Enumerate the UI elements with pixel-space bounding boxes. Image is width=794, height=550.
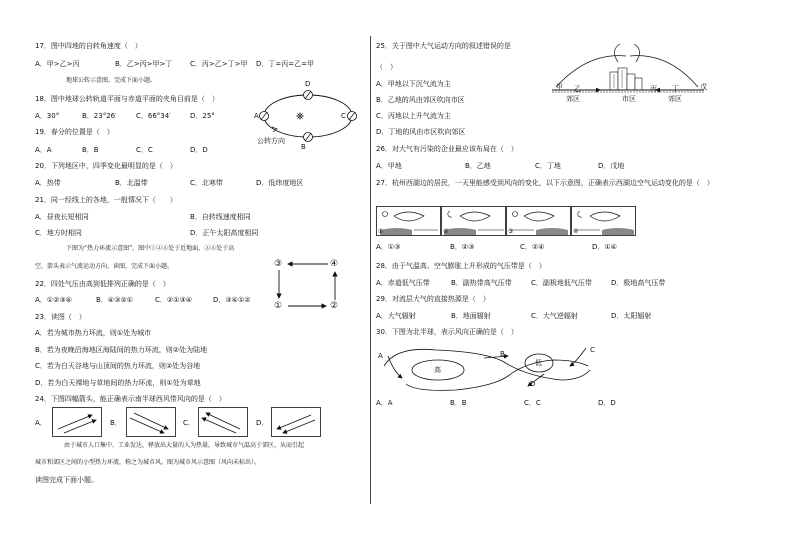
q26-stem: 26．对大气有污染的企业最应该布局在（ ） bbox=[376, 145, 518, 153]
lake-panel-4 bbox=[572, 207, 636, 236]
city-wind-diagram bbox=[548, 42, 708, 102]
lake-panel-1 bbox=[377, 207, 441, 236]
city-wind-intro-1: 由于城市人口集中、工业发达，释放出大量的人为热量，导致城市气温高于郊区，从而引起 bbox=[64, 442, 305, 449]
q27-stem: 27．杭州西湖边的居民，一天里能感受到风向的变化，以下示意图，正确表示西湖边空气运动变化的是（ ） bbox=[376, 179, 714, 187]
city-label-suburb-right: 郊区 bbox=[668, 95, 682, 103]
high-pressure-label: 高 bbox=[434, 366, 441, 374]
q29-option-a: A．大气辐射 bbox=[376, 312, 416, 320]
orbit-label-d: D bbox=[305, 80, 311, 88]
q19-option-d: D．D bbox=[190, 146, 208, 154]
city-buildings bbox=[610, 68, 642, 90]
orbit-intro: 地球公转示意图，完成下面小题。 bbox=[66, 77, 157, 84]
q21-option-a: A．昼夜长短相同 bbox=[35, 213, 89, 221]
column-divider bbox=[370, 36, 371, 504]
orbit-caption: 公转方向 bbox=[257, 137, 285, 145]
q25-option-c: C．丙地以上升气流为主 bbox=[376, 112, 451, 120]
q18-stem: 18．图中地球公转轨道平面与赤道平面的夹角目前是（ ） bbox=[35, 95, 219, 103]
q24-option-b: B． bbox=[110, 419, 122, 427]
q26-option-c: C．丁地 bbox=[535, 162, 561, 170]
q18-option-a: A．30° bbox=[35, 112, 60, 120]
orbit-label-a: A bbox=[254, 112, 259, 120]
q29-option-d: D．太阳辐射 bbox=[611, 312, 652, 320]
lake-panel-num-4: ④ bbox=[573, 228, 579, 235]
read-instruction: 读图完成下面小题。 bbox=[35, 476, 98, 484]
q29-option-b: B．地面辐射 bbox=[451, 312, 491, 320]
q24-option-c: C． bbox=[183, 419, 195, 427]
pressure-wind-diagram bbox=[376, 340, 616, 400]
q17-option-a: A．甲>乙>丙 bbox=[35, 60, 80, 68]
q19-option-c: C．C bbox=[136, 146, 153, 154]
wind-label-d: D bbox=[530, 380, 536, 388]
circulation-node-1: ① bbox=[274, 301, 283, 311]
q20-stem: 20．下列地区中，四季变化最明显的是（ ） bbox=[35, 162, 177, 170]
q26-option-b: B．乙地 bbox=[465, 162, 491, 170]
q22-option-d: D．③④①② bbox=[213, 296, 251, 304]
q25-option-d: D．丁地的风由市区吹向郊区 bbox=[376, 128, 466, 136]
q28-option-d: D．极地高气压带 bbox=[611, 279, 666, 287]
city-label-yi: 乙 bbox=[574, 85, 581, 93]
q23-option-a: A．若为城市热力环流，则①处为城市 bbox=[35, 329, 152, 337]
city-label-ding: 丁 bbox=[672, 85, 679, 93]
q24-arrow-box-c bbox=[198, 407, 248, 437]
q19-option-b: B．B bbox=[82, 146, 99, 154]
q27-option-c: C．②④ bbox=[520, 243, 545, 251]
q20-option-a: A．热带 bbox=[35, 179, 61, 187]
q25-stem: 25．关于图中大气运动方向的叙述错误的是 bbox=[376, 42, 511, 50]
q28-stem: 28．由于气温高、空气膨胀上升形成的气压带是（ ） bbox=[376, 262, 546, 270]
q25-paren: （ ） bbox=[376, 63, 397, 71]
q30-stem: 30．下图为北半球，表示风向正确的是（ ） bbox=[376, 328, 518, 336]
q18-option-c: C．66°34′ bbox=[136, 112, 171, 120]
lake-panel-2 bbox=[442, 207, 506, 236]
q23-stem: 23．读图（ ） bbox=[35, 313, 86, 321]
circulation-intro-2: 空，箭头表示气流运动方向，读图，完成下面小题。 bbox=[35, 263, 174, 270]
circulation-node-2: ② bbox=[330, 301, 339, 311]
q23-option-c: C．若为白天谷地与山顶间的热力环流，则②处为谷地 bbox=[35, 362, 201, 370]
circulation-intro-1: 下图为“热力环流示意图”，图中①②④处于近地面，③④处于高 bbox=[66, 245, 235, 252]
q24-arrow-box-a bbox=[52, 407, 102, 437]
lake-panel-num-1: ① bbox=[378, 228, 384, 235]
circulation-node-4: ④ bbox=[330, 259, 339, 269]
q21-option-c: C．地方时相同 bbox=[35, 229, 82, 237]
orbit-label-b: B bbox=[301, 143, 306, 151]
q24-arrow-box-d bbox=[271, 407, 321, 437]
q24-arrow-box-b bbox=[126, 407, 176, 437]
q19-option-a: A．A bbox=[35, 146, 52, 154]
q19-stem: 19．春分的位置是（ ） bbox=[35, 128, 114, 136]
wind-label-c: C bbox=[590, 346, 595, 354]
sun-icon bbox=[296, 112, 304, 120]
orbit-diagram bbox=[250, 80, 370, 160]
circulation-node-3: ③ bbox=[274, 259, 283, 269]
q22-stem: 22．四处气压由高到低排列正确的是（ ） bbox=[35, 280, 170, 288]
q23-option-b: B．若为夜晚沿海地区海陆间的热力环流，则②处为陆地 bbox=[35, 346, 208, 354]
q23-option-d: D．若为白天裸地与草地间的热力环流，则①处为草地 bbox=[35, 379, 201, 387]
q22-option-b: B．④③②① bbox=[96, 296, 133, 304]
q27-option-b: B．②③ bbox=[450, 243, 475, 251]
q20-option-c: C．北寒带 bbox=[190, 179, 223, 187]
q17-option-d: D．丁=丙=乙=甲 bbox=[256, 60, 314, 68]
q24-option-a: A． bbox=[35, 419, 47, 427]
q28-option-a: A．赤道低气压带 bbox=[376, 279, 430, 287]
q17-option-b: B．乙>丙>甲>丁 bbox=[115, 60, 173, 68]
city-label-wu: 戊 bbox=[700, 83, 707, 91]
lake-wind-panels bbox=[376, 206, 638, 236]
lake-panel-3 bbox=[507, 207, 571, 236]
q18-option-d: D．25° bbox=[190, 112, 215, 120]
orbit-label-c: C bbox=[341, 112, 346, 120]
q26-option-d: D．戊地 bbox=[598, 162, 625, 170]
q21-option-d: D．正午太阳高度相同 bbox=[190, 229, 259, 237]
q20-option-d: D．低纬度地区 bbox=[256, 179, 304, 187]
city-label-bing: 丙 bbox=[650, 85, 657, 93]
q30-option-c: C．C bbox=[524, 399, 541, 407]
q28-option-b: B．副热带高气压带 bbox=[451, 279, 512, 287]
q25-option-a: A．甲地以下沉气流为主 bbox=[376, 80, 451, 88]
q17-option-c: C．丙>乙>丁>甲 bbox=[190, 60, 248, 68]
q27-option-d: D．①④ bbox=[592, 243, 617, 251]
q29-stem: 29．对流层大气的直接热源是（ ） bbox=[376, 295, 490, 303]
q22-option-a: A．①②③④ bbox=[35, 296, 72, 304]
q22-option-c: C．②①③④ bbox=[155, 296, 192, 304]
q29-option-c: C．大气逆辐射 bbox=[531, 312, 578, 320]
q21-option-b: B．自转线速度相同 bbox=[190, 213, 251, 221]
lake-panel-num-2: ② bbox=[443, 228, 449, 235]
q27-option-a: A．①③ bbox=[376, 243, 401, 251]
q24-stem: 24．下图四幅箭头，能正确表示南半球西风带风向的是（ ） bbox=[35, 395, 226, 403]
city-wind-intro-2: 城市和郊区之间的小型热力环流，称之为城市风。图为城市风示意图（风向未标出）。 bbox=[35, 459, 261, 466]
q20-option-b: B．北温带 bbox=[115, 179, 148, 187]
q30-option-a: A．A bbox=[376, 399, 393, 407]
q21-stem: 21．同一经线上的各地，一般情况下（ ） bbox=[35, 196, 177, 204]
low-pressure-label: 低 bbox=[535, 359, 542, 367]
city-label-suburb-left: 郊区 bbox=[566, 95, 580, 103]
q18-option-b: B．23°26′ bbox=[82, 112, 117, 120]
q26-option-a: A．甲地 bbox=[376, 162, 402, 170]
q25-option-b: B．乙地的风由郊区吹向市区 bbox=[376, 96, 465, 104]
q24-option-d: D． bbox=[256, 419, 269, 427]
q28-option-c: C．副极地低气压带 bbox=[531, 279, 592, 287]
city-label-jia: 甲 bbox=[556, 83, 563, 91]
lake-panel-num-3: ③ bbox=[508, 228, 514, 235]
q30-option-d: D．D bbox=[598, 399, 616, 407]
wind-label-b: B bbox=[500, 350, 505, 358]
wind-label-a: A bbox=[378, 352, 383, 360]
q30-option-b: B．B bbox=[450, 399, 467, 407]
q17-stem: 17．图中四地的自转角速度（ ） bbox=[35, 42, 142, 50]
city-label-city: 市区 bbox=[622, 95, 636, 103]
